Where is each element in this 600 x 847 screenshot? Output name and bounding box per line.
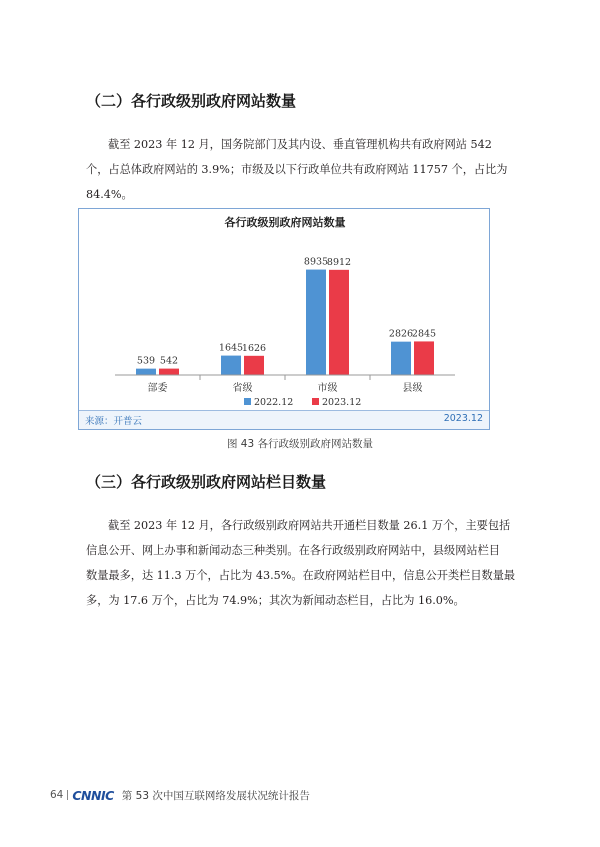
section-2-paragraph [86, 132, 516, 207]
figure-caption: 图 43 各行政级别政府网站数量 [226, 438, 374, 450]
bar-省级-2023.12 [244, 356, 264, 375]
legend-label: 2023.12 [322, 397, 362, 408]
legend-swatch-2022.12 [244, 398, 251, 405]
section-heading-3: （三）各行政级别政府网站栏目数量 [86, 473, 327, 491]
bar-市级-2023.12 [329, 270, 349, 375]
section-heading-2: （二）各行政级别政府网站数量 [86, 92, 297, 110]
bar-部委-2022.12 [136, 369, 156, 375]
chart-title: 各行政级别政府网站数量 [224, 216, 346, 229]
data-label: 8912 [326, 256, 352, 268]
cnnic-logo: CNNIC [72, 787, 114, 803]
chart-date: 2023.12 [443, 413, 483, 424]
x-tick-label: 县级 [402, 383, 423, 394]
data-label: 1645 [218, 342, 244, 354]
bar-市级-2022.12 [306, 270, 326, 375]
paragraph-line: 84.4%。 [86, 188, 133, 201]
bar-县级-2022.12 [391, 342, 411, 375]
chart-source: 来源：开普云 [85, 416, 143, 427]
bar-部委-2023.12 [159, 369, 179, 375]
data-label: 1626 [241, 342, 267, 354]
data-label: 8935 [303, 256, 329, 268]
x-tick-label: 省级 [232, 383, 253, 394]
paragraph-line: 截至 2023 年 12 月，国务院部门及其内设、垂直管理机构共有政府网站 542 [108, 138, 492, 151]
bar-县级-2023.12 [414, 341, 434, 375]
paragraph-line: 数量最多，达 11.3 万个，占比为 43.5%。在政府网站栏目中，信息公开类栏目数量最 [86, 569, 516, 582]
data-label: 2826 [388, 328, 414, 340]
paragraph-line: 截至 2023 年 12 月，各行政级别政府网站共开通栏目数量 26.1 万个，主要包括 [108, 519, 511, 532]
legend-label: 2022.12 [254, 397, 294, 408]
section-3-paragraph [86, 513, 516, 613]
paragraph-line: 多，为 17.6 万个，占比为 74.9%；其次为新闻动态栏目，占比为 16.0%。 [86, 594, 465, 607]
footer-divider [67, 790, 68, 800]
bar-省级-2022.12 [221, 356, 241, 375]
legend-swatch-2023.12 [312, 398, 319, 405]
chart-source-bar [79, 410, 489, 429]
paragraph-line: 个，占总体政府网站的 3.9%；市级及以下行政单位共有政府网站 11757 个，占比为 [86, 163, 508, 176]
x-tick-label: 市级 [317, 383, 338, 394]
paragraph-line: 信息公开、网上办事和新闻动态三种类别。在各行政级别政府网站中，县级网站栏目 [86, 544, 500, 557]
data-label: 539 [136, 355, 156, 367]
report-title: 第 53 次中国互联网络发展状况统计报告 [121, 789, 310, 802]
page-number: 64 [50, 789, 64, 801]
data-label: 542 [159, 355, 179, 367]
x-tick-label: 部委 [147, 383, 168, 394]
data-label: 2845 [411, 328, 437, 340]
page-footer [50, 787, 310, 803]
chart-panel [78, 208, 490, 430]
bar-chart [79, 209, 491, 413]
